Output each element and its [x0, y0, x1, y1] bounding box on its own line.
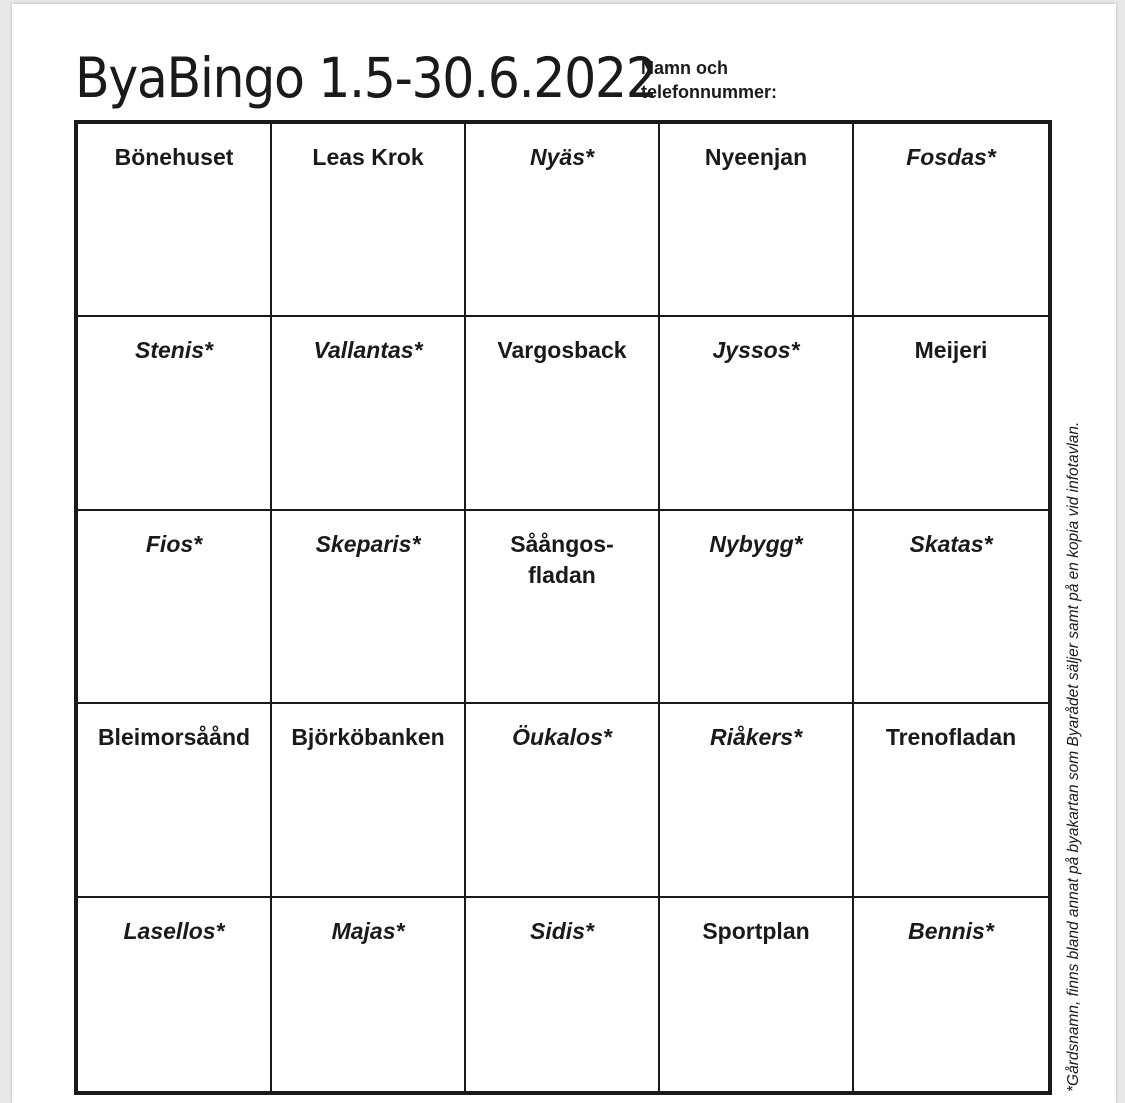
bingo-cell-label: Skeparis*: [315, 530, 421, 557]
bingo-cell[interactable]: [78, 898, 272, 1091]
name-phone-label: [641, 56, 777, 104]
bingo-board: [74, 120, 1052, 1095]
bingo-cell-label: Sidis*: [530, 917, 594, 944]
bingo-cell[interactable]: [854, 124, 1048, 317]
bingo-cell-label: Jyssos*: [712, 337, 800, 364]
bingo-cell-label: Bönehuset: [114, 144, 234, 170]
bingo-cell-label: Fios*: [145, 530, 203, 557]
bingo-cell-label: Såångos- fladan: [510, 530, 614, 588]
bingo-cell-label: Öukalos*: [512, 724, 612, 751]
bingo-cell[interactable]: [466, 317, 660, 510]
bingo-cell[interactable]: [78, 317, 272, 510]
bingo-cell-label: Björköbanken: [291, 724, 445, 751]
bingo-cell-label: Stenis*: [135, 337, 213, 364]
bingo-cell[interactable]: [660, 704, 854, 897]
bingo-cell[interactable]: [272, 511, 466, 704]
bingo-cell-label: Vallantas*: [313, 337, 423, 364]
bingo-cell-label: Trenofladan: [885, 724, 1017, 751]
bingo-cell[interactable]: [660, 511, 854, 704]
bingo-cell[interactable]: [660, 317, 854, 510]
bingo-cell-label: Majas*: [331, 917, 405, 944]
bingo-cell-label: Bennis*: [908, 917, 994, 944]
bingo-cell-label: Vargosback: [497, 337, 627, 364]
bingo-cell[interactable]: [272, 317, 466, 510]
bingo-cell[interactable]: [854, 704, 1048, 897]
bingo-cell[interactable]: [272, 704, 466, 897]
bingo-cell[interactable]: [466, 898, 660, 1091]
bingo-cell[interactable]: [854, 898, 1048, 1091]
bingo-cell[interactable]: [854, 511, 1048, 704]
bingo-cell[interactable]: [660, 124, 854, 317]
bingo-cell[interactable]: [78, 704, 272, 897]
page-title: ByaBingo 1.5-30.6.2022: [75, 46, 657, 110]
bingo-cell[interactable]: [660, 898, 854, 1091]
bingo-cell-label: Meijeri: [914, 337, 988, 364]
bingo-cell-label: Skatas*: [909, 530, 993, 557]
bingo-cell[interactable]: [272, 898, 466, 1091]
name-label-line1: Namn och: [641, 58, 729, 78]
bingo-cell[interactable]: [466, 704, 660, 897]
bingo-cell-label: Sportplan: [702, 917, 810, 944]
bingo-cell[interactable]: [78, 124, 272, 317]
bingo-cell-label: Leas Krok: [312, 144, 424, 170]
bingo-cell[interactable]: [466, 511, 660, 704]
bingo-cell-label: Lasellos*: [123, 917, 225, 944]
bingo-cell-label: Nyeenjan: [704, 144, 808, 170]
bingo-cell[interactable]: [78, 511, 272, 704]
bingo-cell-label: Riåkers*: [709, 724, 803, 751]
bingo-cell[interactable]: [854, 317, 1048, 510]
bingo-cell-label: Nyäs*: [530, 144, 594, 170]
bingo-cell[interactable]: [466, 124, 660, 317]
name-label-line2: telefonnummer:: [641, 82, 778, 102]
bingo-cell-label: Nybygg*: [709, 530, 803, 557]
footnote-vertical: *Gårdsnamn, finns bland annat på byakartan som Byarådet säljer samt på en kopia vid infotavlan.: [1065, 421, 1082, 1092]
bingo-cell-label: Bleimorsåånd: [97, 724, 251, 751]
bingo-cell-label: Fosdas*: [906, 144, 996, 170]
bingo-cell[interactable]: [272, 124, 466, 317]
